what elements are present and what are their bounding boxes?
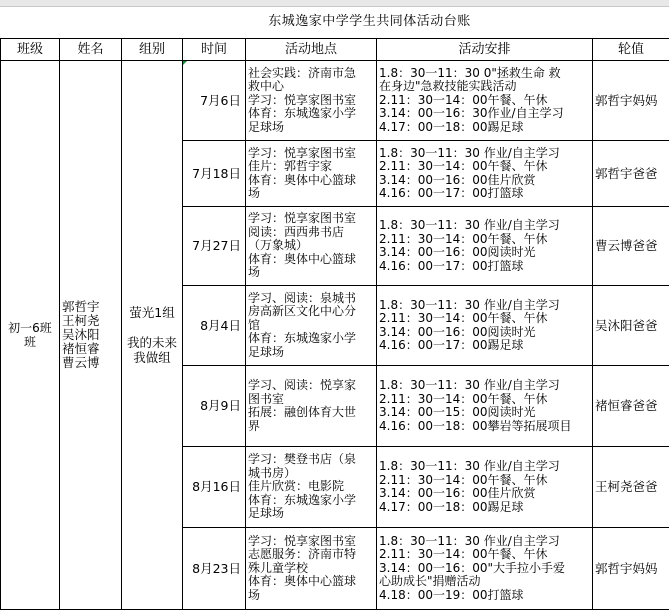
schedule-cell: 1.8：30一11：30 作业/自主学习 2.11：30一14：00午餐、午休 3.14：00一16：00佳片欣赏 4.16：00一17：00打篮球 xyxy=(377,141,593,207)
activity-ledger-table xyxy=(0,38,669,610)
header-schedule: 活动安排 xyxy=(377,39,593,61)
date-cell: 8月4日 xyxy=(183,286,246,366)
date-cell: 7月6日 xyxy=(183,61,246,141)
duty-cell: 郭哲宇妈妈 xyxy=(593,528,669,610)
location-cell: 学习、阅读：悦享家 图书室 拓展：融创体育大世 界 xyxy=(246,366,377,447)
date-cell: 8月9日 xyxy=(183,366,246,447)
header-duty: 轮值 xyxy=(593,39,669,61)
schedule-cell: 1.8：30一11：30 作业/自主学习 2.11：30一14：00午餐、午休 3.14：00一16：00佳片欣赏 4.17：00一18：00踢足球 xyxy=(377,447,593,528)
duty-cell: 王柯尧爸爸 xyxy=(593,447,669,528)
schedule-cell: 1.8：30一11：30 作业/自主学习 2.11：30一14：00午餐、午休 3.14：00一16：00阅读时光 4.16：00一17：00打篮球 xyxy=(377,207,593,286)
location-cell: 学习：悦享家图书室 志愿服务：济南市特 殊儿童学校 体育：奥体中心篮球 场 xyxy=(246,528,377,610)
header-class: 班级 xyxy=(1,39,60,61)
duty-cell: 曹云博爸爸 xyxy=(593,207,669,286)
schedule-cell: 1.8：30一11：30 0"拯救生命 救 在身边"急救技能实践活动 2.11：30一14：00午餐、午休 3.14：00一16：30作业/自主学习 4.17：00一18：00踢足球 xyxy=(377,61,593,141)
location-cell: 学习：悦享家图书室 阅读：西西弗书店 （万象城） 体育：奥体中心篮球 场 xyxy=(246,207,377,286)
date-cell: 8月16日 xyxy=(183,447,246,528)
date-cell: 7月18日 xyxy=(183,141,246,207)
date-cell: 7月27日 xyxy=(183,207,246,286)
group-cell: 萤光1组 我的未来 我做组 xyxy=(122,61,183,610)
schedule-cell: 1.8：30一11：30 作业/自主学习 2.11：30一14：00午餐、午休 3.14：00一16：00"大手拉小手爱 心助成长"捐赠活动 4.18：00一19：00打篮球 xyxy=(377,528,593,610)
duty-cell: 褚恒睿爸爸 xyxy=(593,366,669,447)
location-cell: 社会实践：济南市急 救中心 学习：悦享家图书室 体育：东城逸家小学 足球场 xyxy=(246,61,377,141)
duty-cell: 郭哲宇妈妈 xyxy=(593,61,669,141)
header-time: 时间 xyxy=(183,39,246,61)
location-cell: 学习、阅读：泉城书 房高新区文化中心分 馆 体育：东城逸家小学 足球场 xyxy=(246,286,377,366)
header-group: 组别 xyxy=(122,39,183,61)
header-name: 姓名 xyxy=(60,39,122,61)
schedule-cell: 1.8：30一11：30 作业/自主学习 2.11：30一14：00午餐、午休 3.14：00一16：00阅读时光 4.16：00一17：00踢足球 xyxy=(377,286,593,366)
spreadsheet-column-strip xyxy=(0,0,669,7)
duty-cell: 吴沐阳爸爸 xyxy=(593,286,669,366)
class-cell: 初一6班 班 xyxy=(1,61,60,610)
location-cell: 学习：樊登书店（泉 城书房） 佳片欣赏：电影院 体育：东城逸家小学 足球场 xyxy=(246,447,377,528)
table-row xyxy=(1,61,669,141)
header-row xyxy=(1,39,669,61)
page-title: 东城逸家中学学生共同体活动台账 xyxy=(268,14,471,29)
location-cell: 学习：悦享家图书室 佳片：郭哲宇家 体育：奥体中心篮球 场 xyxy=(246,141,377,207)
date-cell: 8月23日 xyxy=(183,528,246,610)
duty-cell: 郭哲宇爸爸 xyxy=(593,141,669,207)
header-location: 活动地点 xyxy=(246,39,377,61)
schedule-cell: 1.8：30一11：30 作业/自主学习 2.11：30一14：00午餐、午休 3.14：00一15：00阅读时光 4.16：00一18：00攀岩等拓展项目 xyxy=(377,366,593,447)
member-names-cell: 郭哲宇 王柯尧 吴沐阳 褚恒睿 曹云博 xyxy=(60,61,122,610)
